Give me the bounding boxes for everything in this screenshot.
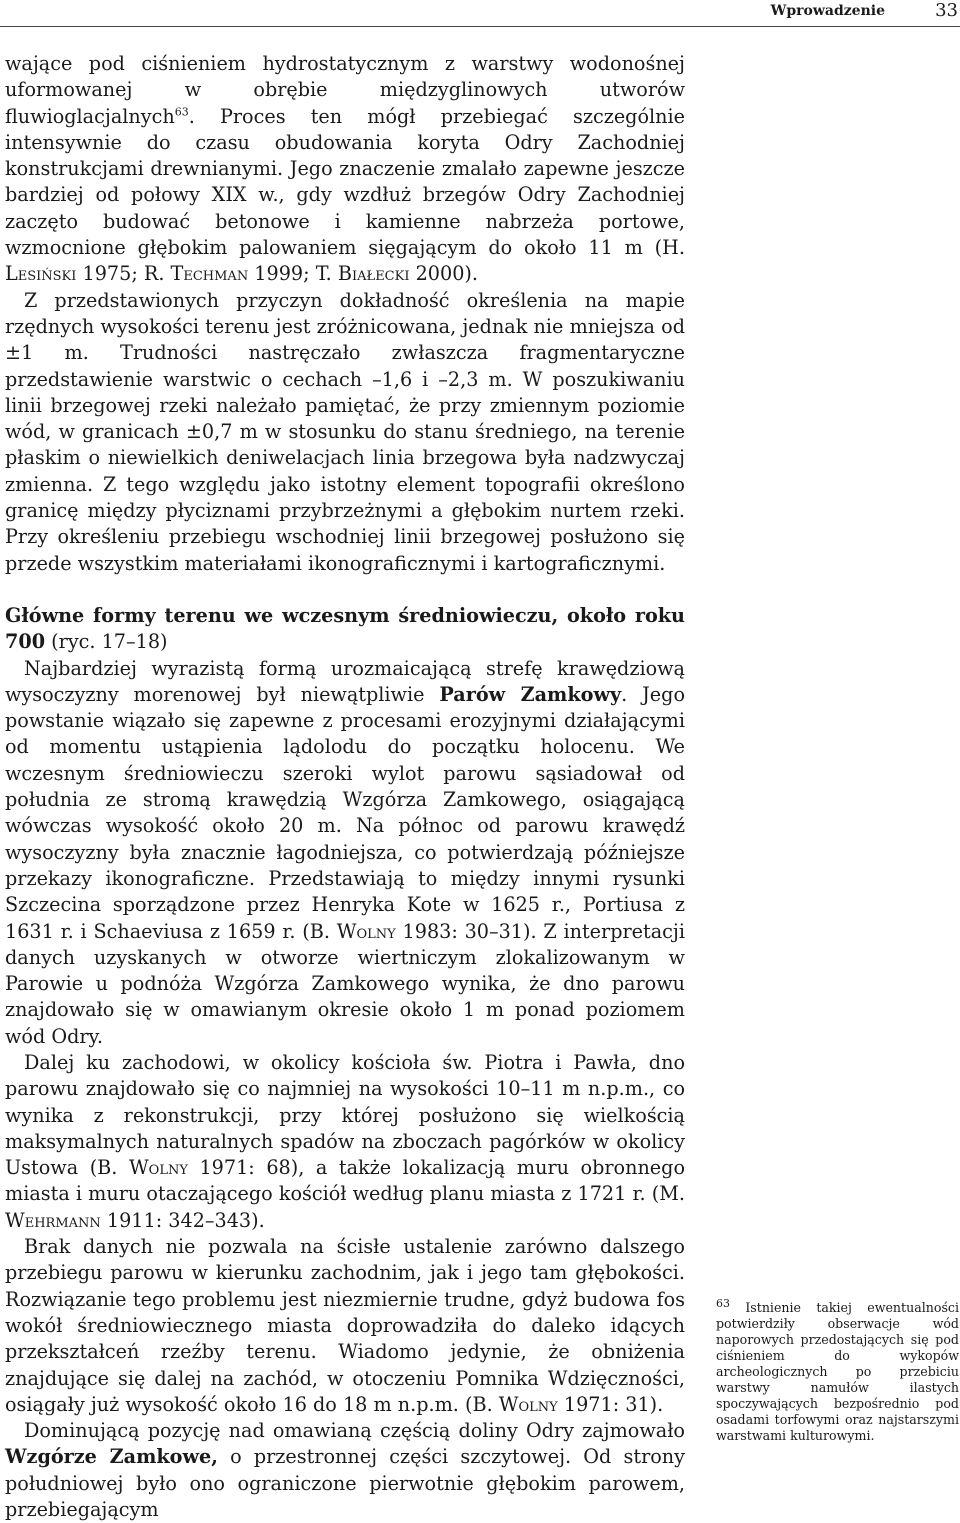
bold-term: Parów Zamkowy xyxy=(439,682,622,706)
footnote-ref: 63 xyxy=(174,105,189,119)
text-run: 1975; R. xyxy=(76,262,171,286)
paragraph-6 xyxy=(5,1418,685,1523)
footnote-number: 63 xyxy=(716,1296,730,1310)
text-run: Dalej ku zachodowi, w okolicy kościoła św. Piotra i Pawła, dno parowu znajdowało się co najmniej na wysokości 10–11 m n.p.m., co wynika z rekonstrukcji, przy której posłużono się wielkością maksymalnych naturalnych spadów na zboczach pagórków w okolicy Ustowa (B. xyxy=(5,1050,685,1180)
author-name: Wolny xyxy=(128,1156,188,1180)
author-name: Techman xyxy=(170,262,249,286)
author-name: Lesiński xyxy=(5,262,77,286)
text-run: Brak danych nie pozwala na ścisłe ustalenie zarówno dalszego przebiegu parowu w kierunku zachodnim, jak i jego tam głębokości. Rozwiązanie tego problemu jest niezmiernie trudne, gdyż budowa fos wokół średniowiecznego miasta doprowadziła do daleko idących przekształceń rzeźby terenu. Wiadomo jedynie, że obniżenia znajdujące się dalej na zachód, w otoczeniu Pomnika Wdzięczności, osiągały już wysokość około 16 do 18 m n.p.m. (B. xyxy=(5,1235,685,1416)
text-run: 1999; T. xyxy=(248,262,338,286)
page-number: 33 xyxy=(935,0,958,21)
bold-term: Wzgórze Zamkowe, xyxy=(5,1445,218,1469)
paragraph-4 xyxy=(5,1050,685,1234)
author-name: Wehrmann xyxy=(5,1208,101,1232)
text-run: o przestronnej części szczytowej. Od strony południowej było ono ograniczone pierwotnie głębokim parowem, przebiegającym xyxy=(5,1445,685,1522)
text-run: . Jego powstanie wiązało się zapewne z procesami erozyjnymi działającymi od momentu ustąpienia lądolodu do początku holocenu. We wczesnym średniowieczu szeroki wylot parowu sąsiadował od południa ze stromą krawędzią Wzgórza Zamkowego, osiągającą wówczas wysokość około 20 m. Na północ od parowu krawędź wysoczyzny była znacznie łagodniejsza, co potwierdzają późniejsze przekazy ikonograficzne. Przedstawiają to między innymi rysunki Szczecina sporządzone przez Henryka Kote w 1625 r., Portiusa z 1631 r. i Schaeviusa z 1659 r. (B. xyxy=(5,682,685,943)
author-name: Białecki xyxy=(337,262,410,286)
author-name: Wolny xyxy=(498,1392,558,1416)
section-heading-figure-ref: (ryc. 17–18) xyxy=(45,630,168,654)
section-heading-title: Główne formy terenu we wczesnym średniowieczu, około roku 700 xyxy=(5,603,685,654)
text-run: 2000). xyxy=(409,262,478,286)
section-heading xyxy=(5,603,685,656)
paragraph-5 xyxy=(5,1234,685,1418)
text-run: 1971: 31). xyxy=(557,1392,664,1416)
paragraph-1 xyxy=(5,51,685,288)
main-text xyxy=(5,51,685,1523)
text-run: 1983: 30–31). Z interpretacji danych uzyskanych w otworze wiertniczym zlokalizowanym w Parowie u podnóża Wzgórza Zamkowego wynika, że dno parowu znajdowało się w omawianym okresie około 1 m ponad poziomem wód Odry. xyxy=(5,919,685,1048)
text-run: . Proces ten mógł przebiegać szczególnie intensywnie do czasu obudowania koryta Odry Zachodniej konstrukcjami drewnianymi. Jego znaczenie zmalało zapewne jeszcze bardziej od połowy XIX w., gdy wzdłuż brzegów Odry Zachodniej zaczęto budować betonowe i kamienne nabrzeża portowe, wzmocnione głębokim palowaniem sięgającym do około 11 m (H. xyxy=(5,104,685,260)
text-run: wające pod ciśnieniem hydrostatycznym z warstwy wodonośnej uformowanej w obrębie międzyglinowych utworów fluwioglacjalnych xyxy=(5,52,685,128)
paragraph-2: Z przedstawionych przyczyn dokładność określenia na mapie rzędnych wysokości terenu jest zróżnicowana, jednak nie mniejsza od ±1 m. Trudności nastręczało zwłaszcza fragmentaryczne przedstawienie warstwic o cechach –1,6 i –2,3 m. W poszukiwaniu linii brzegowej rzeki należało pamiętać, że przy zmiennym poziomie wód, w granicach ±0,7 m w stosunku do stanu średniego, na terenie płaskim o niewielkich deniwelacjach linia brzegowa była nadzwyczaj zmienna. Z tego względu jako istotny element topografii określono granicę między płyciznami przybrzeżnymi a głębokim nurtem rzeki. Przy określeniu przebiegu wschodniej linii brzegowej posłużono się przede wszystkim materiałami ikonograficznymi i kartograficznymi. xyxy=(5,288,685,575)
text-run: Dominującą pozycję nad omawianą częścią doliny Odry zajmowało xyxy=(24,1419,685,1443)
author-name: Wolny xyxy=(336,919,396,943)
text-run: 1911: 342–343). xyxy=(100,1208,265,1232)
running-header-section: Wprowadzenie xyxy=(770,3,885,19)
paragraph-3 xyxy=(5,656,685,1050)
footnote-63 xyxy=(716,1296,959,1444)
footnote-text: Istnienie takiej ewentualności potwierdziły obserwacje wód naporowych przedostających się pod ciśnieniem do wykopów archeologicznych po przebiciu warstwy namułów ilastych spoczywających bezpośrednio pod osadami torfowymi oraz najstarszymi warstwami kulturowymi. xyxy=(716,1300,959,1443)
running-header xyxy=(0,0,960,27)
text-run: Najbardziej wyrazistą formą urozmaicającą strefę krawędziową wysoczyzny morenowej był niewątpliwie xyxy=(5,656,685,706)
text-run: 1971: 68), a także lokalizacją muru obronnego miasta i muru otaczającego kościół według planu miasta z 1721 r. (M. xyxy=(5,1156,685,1206)
